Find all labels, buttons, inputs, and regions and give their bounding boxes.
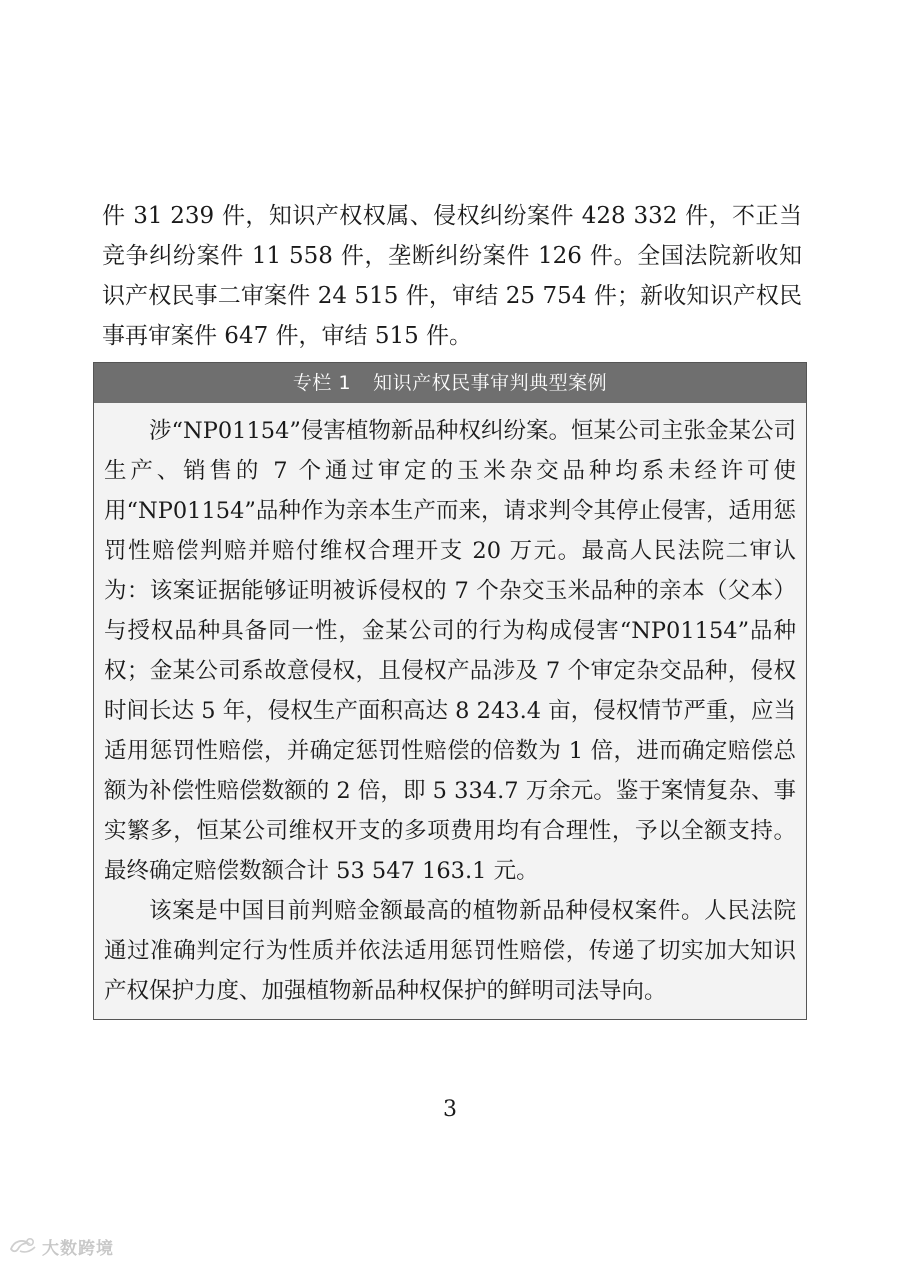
column-box	[93, 362, 807, 1020]
column-title: 知识产权民事审判典型案例	[373, 372, 608, 394]
intro-paragraph: 件 31 239 件，知识产权权属、侵权纠纷案件 428 332 件，不正当竞争纠纷案件 11 558 件，垄断纠纷案件 126 件。全国法院新收知识产权民事二审案件 24 515 件，审结 25 754 件；新收知识产权民事再审案件 647 件，审结 515 件。	[102, 203, 802, 349]
watermark-text: 大数跨境	[42, 1238, 114, 1259]
bird-logo-icon	[8, 1235, 38, 1257]
page-number: 3	[443, 1097, 457, 1122]
case-paragraph: 涉“NP01154”侵害植物新品种权纠纷案。恒某公司主张金某公司生产、销售的 7 个通过审定的玉米杂交品种均系未经许可使用“NP01154”品种作为亲本生产而来，请求判令其停止侵害，适用惩罚性赔偿判赔并赔付维权合理开支 20 万元。最高人民法院二审认为：该案证据能够证明被诉侵权的 7 个杂交玉米品种的亲本（父本）与授权品种具备同一性，金某公司的行为构成侵害“NP01154”品种权；金某公司系故意侵权，且侵权产品涉及 7 个审定杂交品种，侵权时间长达 5 年，侵权生产面积高达 8 243.4 亩，侵权情节严重，应当适用惩罚性赔偿，并确定惩罚性赔偿的倍数为 1 倍，进而确定赔偿总额为补偿性赔偿数额的 2 倍，即 5 334.7 万余元。鉴于案情复杂、事实繁多，恒某公司维权开支的多项费用均有合理性，予以全额支持。最终确定赔偿数额合计 53 547 163.1 元。	[104, 418, 796, 884]
commentary-paragraph: 该案是中国目前判赔金额最高的植物新品种侵权案件。人民法院通过准确判定行为性质并依法适用惩罚性赔偿，传递了切实加大知识产权保护力度、加强植物新品种权保护的鲜明司法导向。	[104, 898, 796, 1004]
column-label: 专栏 1	[292, 372, 352, 394]
intro-section	[102, 196, 802, 356]
column-body	[94, 403, 806, 1011]
column-header	[94, 363, 806, 403]
watermark	[8, 1232, 114, 1260]
